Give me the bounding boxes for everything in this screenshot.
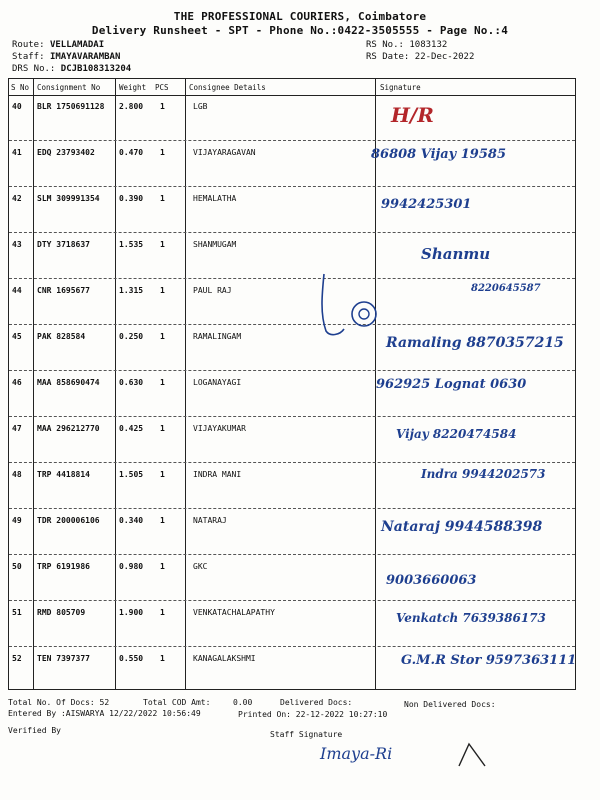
cell-consignment-no: EDQ 23793402 — [37, 148, 95, 157]
cell-weight: 1.315 — [119, 286, 144, 295]
rs-date-label: RS Date: — [366, 52, 410, 62]
cell-pcs: 1 — [160, 654, 165, 663]
cell-consignee: LGB — [193, 102, 208, 111]
table-row — [9, 233, 575, 279]
staff-value: IMAYAVARAMBAN — [49, 52, 121, 62]
staff-label: Staff: — [12, 52, 45, 62]
cell-pcs: 1 — [160, 562, 165, 571]
cell-sno: 41 — [12, 148, 22, 157]
cell-pcs: 1 — [160, 286, 165, 295]
cell-sno: 46 — [12, 378, 22, 387]
table-row — [9, 325, 575, 371]
cell-signature: Vijay 8220474584 — [396, 427, 517, 441]
rs-no-line — [366, 40, 447, 50]
cell-weight: 1.505 — [119, 470, 144, 479]
cell-weight: 0.340 — [119, 516, 144, 525]
cell-consignee: PAUL RAJ — [193, 286, 232, 295]
cell-consignee: KANAGALAKSHMI — [193, 654, 256, 663]
cell-pcs: 1 — [160, 332, 165, 341]
table-row — [9, 141, 575, 187]
drs-line — [12, 64, 131, 74]
cell-consignment-no: DTY 3718637 — [37, 240, 90, 249]
header-signature: Signature — [380, 83, 421, 92]
table-row — [9, 647, 575, 693]
header-consignee: Consignee Details — [189, 83, 266, 92]
cell-consignment-no: SLM 309991354 — [37, 194, 100, 203]
cell-signature: Shanmu — [421, 245, 491, 263]
cell-consignment-no: RMD 805709 — [37, 608, 86, 617]
initials-mark-icon — [455, 740, 491, 770]
printed-on: Printed On: 22-12-2022 10:27:10 — [238, 710, 388, 719]
cell-consignment-no: MAA 296212770 — [37, 424, 100, 433]
cell-consignee: LOGANAYAGI — [193, 378, 242, 387]
cell-pcs: 1 — [160, 470, 165, 479]
route-line — [12, 40, 104, 50]
cell-consignee: INDRA MANI — [193, 470, 242, 479]
cell-sno: 45 — [12, 332, 22, 341]
cell-pcs: 1 — [160, 148, 165, 157]
cell-pcs: 1 — [160, 424, 165, 433]
cell-weight: 1.900 — [119, 608, 144, 617]
total-cod-label: Total COD Amt: — [143, 698, 211, 707]
cell-pcs: 1 — [160, 378, 165, 387]
cell-signature: Nataraj 9944588398 — [381, 519, 543, 535]
cell-sno: 47 — [12, 424, 22, 433]
runsheet-subtitle: Delivery Runsheet - SPT - Phone No.:0422-3505555 - Page No.:4 — [91, 24, 509, 37]
cell-signature: 8220645587 — [471, 283, 541, 294]
cell-sno: 42 — [12, 194, 22, 203]
cell-consignment-no: TDR 200006106 — [37, 516, 100, 525]
header-weight: Weight — [119, 83, 147, 92]
cell-weight: 1.535 — [119, 240, 144, 249]
cell-consignee: GKC — [193, 562, 208, 571]
table-row — [9, 371, 575, 417]
cell-consignment-no: TEN 7397377 — [37, 654, 90, 663]
cell-signature: H/R — [391, 103, 434, 127]
non-delivered-docs-label: Non Delivered Docs: — [404, 700, 496, 709]
cell-sno: 50 — [12, 562, 22, 571]
cell-pcs: 1 — [160, 608, 165, 617]
cell-signature: G.M.R Stor 9597363111 — [401, 653, 577, 668]
cell-consignee: VENKATACHALAPATHY — [193, 608, 275, 617]
header-sno: S No — [11, 83, 30, 92]
cell-signature: 9942425301 — [381, 197, 472, 212]
cell-signature: 962925 Lognat 0630 — [376, 377, 527, 392]
table-row — [9, 187, 575, 233]
cell-weight: 2.800 — [119, 102, 144, 111]
cell-sno: 40 — [12, 102, 22, 111]
total-cod-amount: 0.00 — [233, 698, 253, 707]
table-row — [9, 279, 575, 325]
cell-weight: 0.630 — [119, 378, 144, 387]
runsheet-table — [8, 78, 576, 690]
cell-consignee: VIJAYARAGAVAN — [193, 148, 256, 157]
rs-date-line — [366, 52, 474, 62]
cell-weight: 0.250 — [119, 332, 144, 341]
table-row — [9, 601, 575, 647]
cell-signature: 86808 Vijay 19585 — [371, 147, 506, 162]
cell-weight: 0.550 — [119, 654, 144, 663]
delivered-stamp-icon — [314, 269, 384, 339]
cell-consignment-no: PAK 828584 — [37, 332, 86, 341]
header-pcs: PCS — [155, 83, 169, 92]
table-row — [9, 463, 575, 509]
cell-consignee: VIJAYAKUMAR — [193, 424, 246, 433]
cell-pcs: 1 — [160, 240, 165, 249]
table-row — [9, 555, 575, 601]
table-row — [9, 509, 575, 555]
rs-no-label: RS No.: — [366, 40, 404, 50]
staff-handwritten-signature: Imaya-Ri — [320, 744, 393, 763]
cell-sno: 52 — [12, 654, 22, 663]
cell-weight: 0.470 — [119, 148, 144, 157]
cell-signature: Indra 9944202573 — [421, 467, 546, 481]
company-title: THE PROFESSIONAL COURIERS, Coimbatore — [173, 10, 427, 23]
cell-pcs: 1 — [160, 516, 165, 525]
cell-consignment-no: MAA 858690474 — [37, 378, 100, 387]
header-consignment: Consignment No — [37, 83, 101, 92]
cell-consignee: RAMALINGAM — [193, 332, 242, 341]
cell-consignee: HEMALATHA — [193, 194, 237, 203]
cell-sno: 43 — [12, 240, 22, 249]
rs-date-value: 22-Dec-2022 — [414, 52, 475, 62]
cell-weight: 0.980 — [119, 562, 144, 571]
cell-signature: Ramaling 8870357215 — [386, 335, 564, 351]
route-label: Route: — [12, 40, 45, 50]
cell-consignment-no: TRP 4418814 — [37, 470, 90, 479]
cell-sno: 44 — [12, 286, 22, 295]
drs-label: DRS No.: — [12, 64, 56, 74]
table-row — [9, 417, 575, 463]
drs-value: DCJB108313204 — [60, 64, 132, 74]
cell-signature: Venkatch 7639386173 — [396, 611, 546, 625]
entered-by: Entered By :AISWARYA 12/22/2022 10:56:49 — [8, 709, 201, 718]
table-row — [9, 95, 575, 141]
cell-consignment-no: BLR 1750691128 — [37, 102, 105, 111]
total-docs: Total No. Of Docs: 52 — [8, 698, 110, 707]
cell-consignee: NATARAJ — [193, 516, 227, 525]
table-header — [9, 79, 575, 96]
cell-pcs: 1 — [160, 102, 165, 111]
cell-consignment-no: CNR 1695677 — [37, 286, 90, 295]
cell-sno: 48 — [12, 470, 22, 479]
cell-consignment-no: TRP 6191986 — [37, 562, 90, 571]
verified-by-label: Verified By — [8, 726, 61, 735]
route-value: VELLAMADAI — [49, 40, 105, 50]
cell-sno: 49 — [12, 516, 22, 525]
staff-line — [12, 52, 120, 62]
cell-weight: 0.390 — [119, 194, 144, 203]
cell-weight: 0.425 — [119, 424, 144, 433]
cell-signature: 9003660063 — [386, 573, 477, 588]
staff-signature-label: Staff Signature — [270, 730, 343, 739]
cell-sno: 51 — [12, 608, 22, 617]
delivered-docs-label: Delivered Docs: — [280, 698, 353, 707]
cell-pcs: 1 — [160, 194, 165, 203]
cell-consignee: SHANMUGAM — [193, 240, 237, 249]
rs-no-value: 1083132 — [409, 40, 448, 50]
